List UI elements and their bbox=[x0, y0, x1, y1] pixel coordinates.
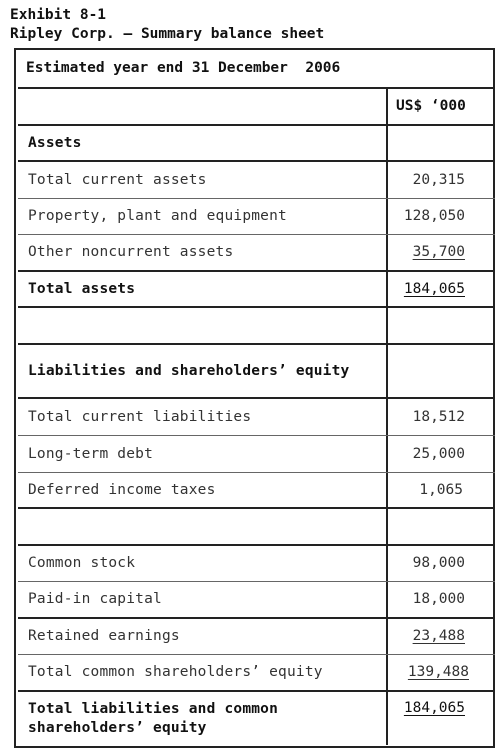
liabilities-heading-value-cell bbox=[388, 345, 493, 397]
total-assets-row bbox=[18, 272, 495, 308]
spacer-label-cell bbox=[18, 509, 388, 544]
liabilities-heading: Liabilities and shareholders’ equity bbox=[28, 362, 350, 379]
table-row bbox=[18, 199, 495, 235]
table-row bbox=[18, 619, 495, 655]
exhibit-heading bbox=[10, 6, 324, 44]
table-row bbox=[18, 473, 495, 509]
spacer-value-cell bbox=[388, 509, 493, 544]
row-value: 18,000 bbox=[412, 591, 465, 607]
row-value: 23,488 bbox=[412, 628, 465, 644]
row-value: 128,050 bbox=[403, 208, 465, 224]
exhibit-title: Ripley Corp. – Summary balance sheet bbox=[10, 26, 325, 42]
row-value: 1,065 bbox=[419, 481, 463, 498]
spacer-row bbox=[18, 308, 495, 345]
assets-heading-value-cell bbox=[388, 126, 493, 160]
spacer-label-cell bbox=[18, 308, 388, 343]
unit-header-row bbox=[18, 89, 495, 126]
spacer-value-cell bbox=[388, 308, 493, 343]
row-label: Total common shareholders’ equity bbox=[18, 655, 388, 690]
row-value: 98,000 bbox=[412, 555, 465, 571]
row-value-cell bbox=[388, 619, 493, 654]
total-liabilities-equity-row bbox=[18, 692, 495, 745]
table-row bbox=[18, 235, 495, 272]
period-header: Estimated year end 31 December 2006 bbox=[26, 60, 341, 76]
row-label: Total current liabilities bbox=[18, 399, 388, 435]
table-row bbox=[18, 162, 495, 199]
row-label: Retained earnings bbox=[18, 619, 388, 654]
row-value: 18,512 bbox=[412, 408, 465, 425]
row-value: 139,488 bbox=[407, 664, 469, 680]
row-value-cell bbox=[388, 272, 493, 306]
liabilities-heading-cell bbox=[18, 345, 388, 397]
assets-heading: Assets bbox=[18, 126, 388, 160]
row-value: 25,000 bbox=[412, 445, 465, 462]
table-row bbox=[18, 399, 495, 436]
row-label: Other noncurrent assets bbox=[18, 235, 388, 270]
liabilities-heading-row bbox=[18, 345, 495, 399]
exhibit-number: Exhibit 8-1 bbox=[10, 7, 107, 23]
row-value: 35,700 bbox=[412, 244, 465, 260]
total-equity-row bbox=[18, 655, 495, 692]
row-value: 184,065 bbox=[403, 700, 465, 716]
row-label: Long-term debt bbox=[18, 436, 388, 472]
unit-header-label-cell bbox=[18, 89, 388, 124]
balance-sheet-grid bbox=[18, 87, 495, 745]
row-label: Property, plant and equipment bbox=[18, 199, 388, 234]
table-row bbox=[18, 436, 495, 473]
row-label: Common stock bbox=[18, 546, 388, 581]
table-row bbox=[18, 582, 495, 619]
row-value-cell bbox=[388, 235, 493, 270]
row-label: Paid-in capital bbox=[18, 582, 388, 617]
balance-sheet-table bbox=[14, 48, 495, 748]
row-label: Total current assets bbox=[18, 162, 388, 198]
table-row bbox=[18, 546, 495, 582]
row-label: Total liabilities and common shareholders’ equity bbox=[28, 700, 287, 736]
assets-heading-row bbox=[18, 126, 495, 162]
row-value: 20,315 bbox=[412, 171, 465, 188]
spacer-row bbox=[18, 509, 495, 546]
row-label: Deferred income taxes bbox=[18, 473, 388, 507]
row-value: 184,065 bbox=[403, 280, 465, 297]
row-label: Total assets bbox=[18, 272, 388, 306]
unit-header: US$ ‘000 bbox=[396, 98, 466, 114]
row-label-cell bbox=[18, 692, 388, 745]
row-value-cell bbox=[388, 655, 493, 690]
row-value-cell bbox=[388, 692, 493, 745]
